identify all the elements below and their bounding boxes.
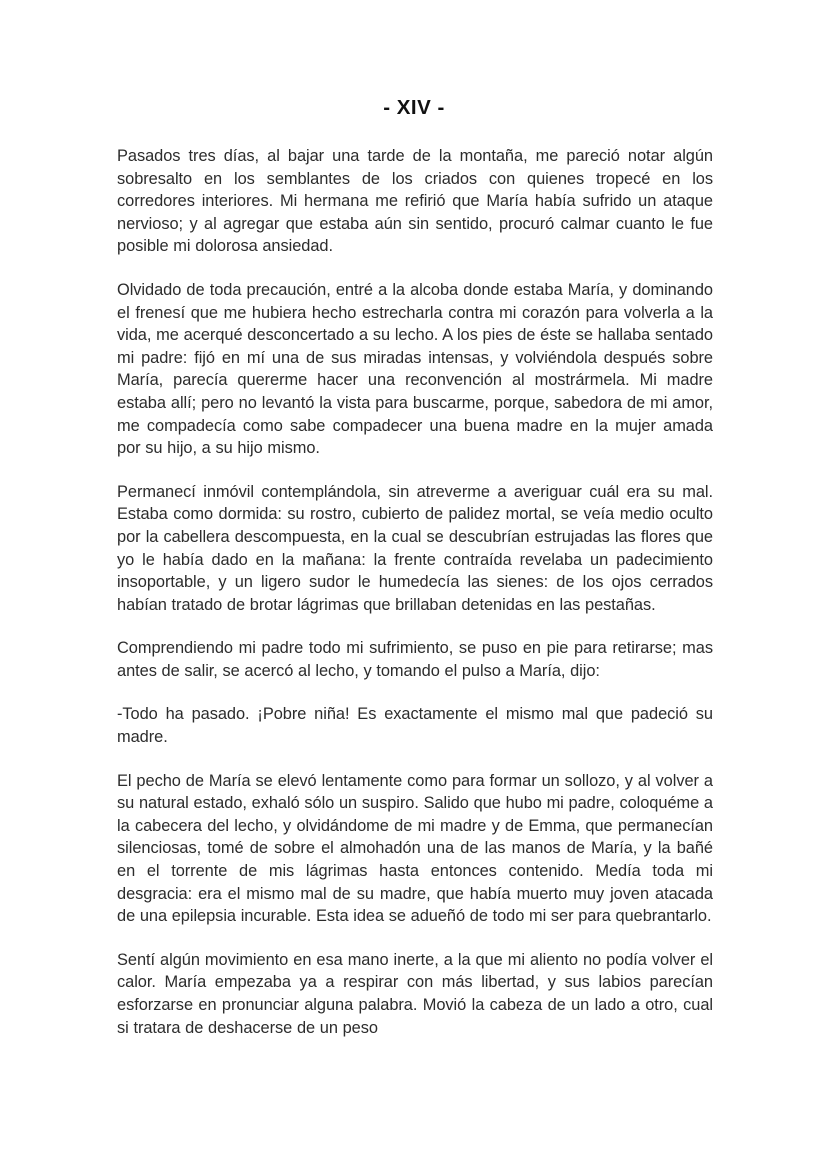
paragraph: Sentí algún movimiento en esa mano inerte, a la que mi aliento no podía volver el calor. María empezaba ya a respirar con más libertad, y sus labios parecían esforzarse en pronunciar alguna palabra. Movió la cabeza de un lado a otro, cual si tratara de deshacerse de un peso: [117, 950, 713, 1037]
paragraph: Permanecí inmóvil contemplándola, sin atreverme a averiguar cuál era su mal. Estaba como dormida: su rostro, cubierto de palidez mortal, se veía medio oculto por la cabellera descompuesta, en la cual se descubrían estrujadas las flores que yo le había dado en la mañana: la frente contraída revelaba un padecimiento insoportable, y un ligero sudor le humedecía las sienes: de los ojos cerrados habían tratado de brotar lágrimas que brillaban detenidas en las pestañas.: [117, 482, 713, 614]
paragraph: Olvidado de toda precaución, entré a la alcoba donde estaba María, y dominando el frenesí que me hubiera hecho estrecharla contra mi corazón para volverla a la vida, me acerqué desconcertado a su lecho. A los pies de éste se hallaba sentado mi padre: fijó en mí una de sus miradas intensas, y volviéndola después sobre María, parecía quererme hacer una reconvención al mostrármela. Mi madre estaba allí; pero no levantó la vista para buscarme, porque, sabedora de mi amor, me compadecía como sabe compadecer una buena madre en la mujer amada por su hijo, a su hijo mismo.: [117, 280, 713, 458]
paragraph: -Todo ha pasado. ¡Pobre niña! Es exactamente el mismo mal que padeció su madre.: [117, 705, 713, 747]
paragraph: Pasados tres días, al bajar una tarde de la montaña, me pareció notar algún sobresalto en los semblantes de los criados con quienes tropecé en los corredores interiores. Mi hermana me refirió que María había sufrido un ataque nervioso; y al agregar que estaba aún sin sentido, procuró calmar cuanto le fue posible mi dolorosa ansiedad.: [117, 147, 713, 256]
paragraph: Comprendiendo mi padre todo mi sufrimiento, se puso en pie para retirarse; mas antes de salir, se acercó al lecho, y tomando el pulso a María, dijo:: [117, 639, 713, 680]
body-text-column: [117, 145, 713, 1039]
chapter-title: - XIV -: [383, 96, 445, 119]
paragraph: El pecho de María se elevó lentamente como para formar un sollozo, y al volver a su natural estado, exhaló sólo un suspiro. Salido que hubo mi padre, coloquéme a la cabecera del lecho, y olvidándome de mi madre y de Emma, que permanecían silenciosas, tomé de sobre el almohadón una de las manos de María, y la bañé en el torrente de mis lágrimas hasta entonces contenido. Medía toda mi desgracia: era el mismo mal de su madre, que había muerto muy joven atacada de una epilepsia incurable. Esta idea se adueñó de todo mi ser para quebrantarlo.: [117, 771, 713, 926]
